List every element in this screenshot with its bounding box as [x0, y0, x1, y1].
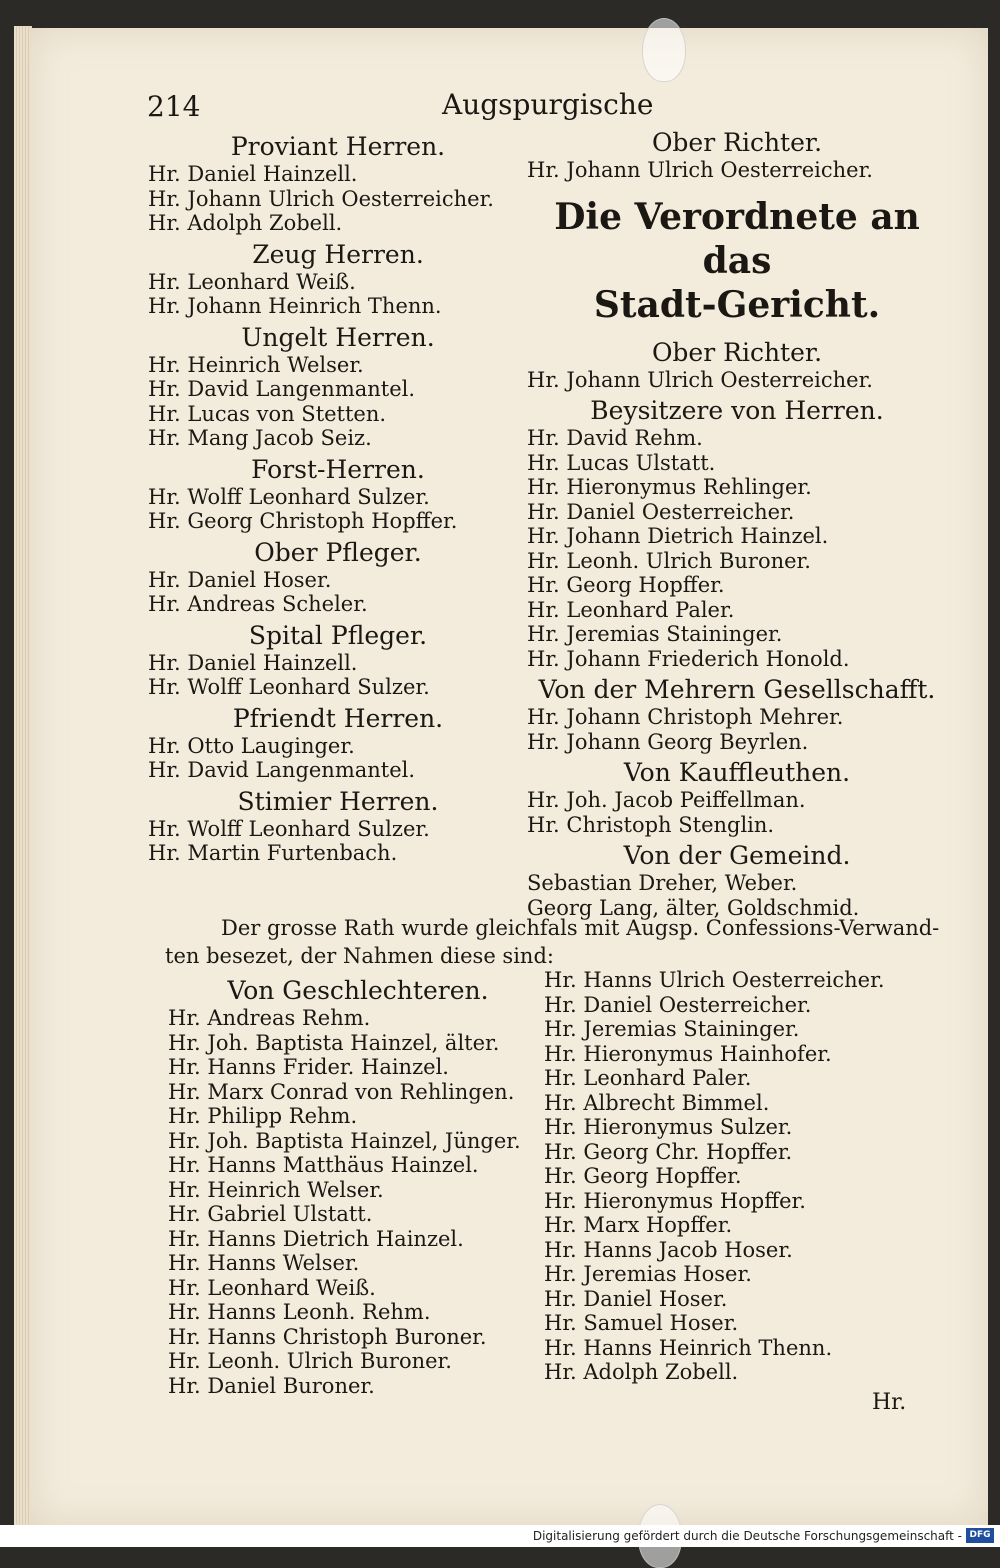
name-entry: Hr. David Langenmantel.: [148, 758, 416, 782]
section-heading: Von der Mehrern Gesellschafft.: [538, 675, 936, 704]
section-heading: Von Kauffleuthen.: [623, 758, 851, 787]
section-forst: [148, 454, 528, 534]
section-ober-pfleger: [148, 537, 528, 617]
page-header: [30, 88, 988, 128]
name-entry: Hr. Daniel Hainzell.: [148, 162, 358, 186]
name-entry: Hr. Hieronymus Rehlinger.: [527, 475, 812, 499]
name-entry: Hr. Wolff Leonhard Sulzer.: [148, 675, 430, 699]
name-entry: Hr. Leonh. Ulrich Buroner.: [527, 548, 811, 573]
section-heading: Ober Richter.: [651, 128, 823, 157]
section-heading: Pfriendt Herren.: [232, 703, 444, 733]
section-mehrern-gesellschafft: [527, 674, 947, 754]
funding-footer: [0, 1525, 1000, 1547]
name-entry: Hr. Jeremias Staininger.: [544, 1017, 800, 1041]
name-entry: Hr. Leonh. Ulrich Buroner.: [168, 1349, 452, 1373]
name-entry: Hr. Andreas Rehm.: [168, 1006, 371, 1030]
name-entry: Hr. Hanns Dietrich Hainzel.: [168, 1226, 464, 1251]
name-entry: Hr. Leonhard Weiß.: [148, 269, 356, 294]
name-entry: Hr. Hanns Leonh. Rehm.: [168, 1300, 431, 1324]
name-entry: Sebastian Dreher, Weber.: [527, 871, 798, 895]
name-entry: Hr. Andreas Scheler.: [148, 592, 368, 616]
name-entry: Hr. Adolph Zobell.: [544, 1360, 739, 1384]
section-zeug: [148, 239, 528, 319]
section-heading: Zeug Herren.: [252, 239, 424, 269]
name-entry: Hr. David Rehm.: [527, 426, 703, 450]
paragraph-line: Der grosse Rath wurde gleichfals mit Augsp. Confessions-Verwand-: [221, 916, 940, 940]
name-entry: Hr. Wolff Leonhard Sulzer.: [148, 484, 430, 509]
name-entry: Hr. Hanns Ulrich Oesterreicher.: [544, 968, 885, 992]
section-heading: Forst-Herren.: [251, 454, 425, 484]
section-heading: Stimier Herren.: [237, 786, 439, 816]
page-clip-top: [642, 18, 686, 82]
name-entry: Hr. Johann Dietrich Hainzel.: [527, 524, 829, 548]
name-entry: Hr. Daniel Hainzell.: [148, 650, 358, 675]
dfg-logo: DFG: [966, 1528, 994, 1543]
name-entry: Hr. Otto Lauginger.: [148, 733, 355, 758]
name-entry: Hr. Hieronymus Hopffer.: [544, 1188, 806, 1213]
section-heading: Spital Pfleger.: [248, 620, 428, 650]
name-entry: Hr. Lucas Ulstatt.: [527, 450, 716, 475]
name-entry: Hr. Mang Jacob Seiz.: [148, 426, 372, 450]
lower-left-column: [168, 972, 548, 1398]
name-entry: Hr. Leonhard Paler.: [527, 597, 735, 622]
name-entry: Hr. Hanns Jacob Hoser.: [544, 1237, 793, 1262]
chapter-title: [527, 195, 947, 327]
name-entry: Hr. Johann Christoph Mehrer.: [527, 705, 844, 729]
name-entry: Hr. Marx Hopffer.: [544, 1213, 733, 1237]
name-entry: Hr. Martin Furtenbach.: [148, 841, 398, 865]
name-entry: Hr. Georg Chr. Hopffer.: [544, 1139, 793, 1164]
section-ungelt: [148, 322, 528, 451]
book-page: [30, 28, 988, 1525]
name-entry: Hr. Daniel Hoser.: [544, 1286, 728, 1311]
name-entry: Hr. Hanns Matthäus Hainzel.: [168, 1153, 479, 1177]
name-entry: Hr. Lucas von Stetten.: [148, 401, 387, 426]
name-entry: Hr. Daniel Buroner.: [168, 1373, 375, 1398]
name-entry: Hr. Philipp Rehm.: [168, 1104, 358, 1128]
section-beysitzere: [527, 395, 947, 671]
name-entry: Hr. Daniel Hoser.: [148, 567, 332, 592]
name-entry: Hr. Wolff Leonhard Sulzer.: [148, 816, 430, 841]
name-entry: Hr. Marx Conrad von Rehlingen.: [168, 1079, 515, 1104]
name-entry: Hr. Hanns Heinrich Thenn.: [544, 1335, 833, 1360]
section-heading: Ungelt Herren.: [241, 322, 435, 352]
name-entry: Hr. Georg Hopffer.: [527, 573, 725, 597]
name-entry: Hr. Daniel Oesterreicher.: [527, 499, 795, 524]
section-heading: Ober Pfleger.: [254, 537, 422, 567]
lower-right-column: [544, 968, 944, 1385]
right-column: [527, 124, 947, 920]
section-pfriendt: [148, 703, 528, 783]
name-entry: Hr. Adolph Zobell.: [148, 211, 343, 235]
name-entry: Hr. Hieronymus Sulzer.: [544, 1115, 793, 1139]
section-heading: Von der Gemeind.: [623, 841, 851, 870]
council-paragraph: [165, 914, 940, 970]
name-entry: Hr. Daniel Oesterreicher.: [544, 992, 812, 1017]
name-entry: Hr. Johann Ulrich Oesterreicher.: [527, 158, 873, 182]
section-ober-richter-top: [527, 127, 947, 183]
name-entry: Hr. Jeremias Hoser.: [544, 1262, 752, 1286]
section-spital-pfleger: [148, 620, 528, 700]
name-entry: Hr. Leonhard Weiß.: [168, 1275, 376, 1300]
section-stimier: [148, 786, 528, 866]
name-entry: Hr. Johann Ulrich Oesterreicher.: [148, 186, 494, 211]
name-entry: Hr. Christoph Stenglin.: [527, 812, 775, 837]
name-entry: Hr. Jeremias Staininger.: [527, 622, 783, 646]
running-title: Augspurgische: [442, 88, 654, 121]
section-kauffleuthen: [527, 757, 947, 837]
name-entry: Hr. Leonhard Paler.: [544, 1066, 752, 1090]
name-entry: Hr. Heinrich Welser.: [168, 1177, 384, 1202]
name-entry: Hr. David Langenmantel.: [148, 377, 416, 401]
name-entry: Hr. Johann Ulrich Oesterreicher.: [527, 367, 873, 392]
name-entry: Georg Lang, älter, Goldschmid.: [527, 895, 860, 920]
name-entry: Hr. Hanns Christoph Buroner.: [168, 1324, 487, 1349]
section-heading: Ober Richter.: [651, 337, 823, 367]
left-column: [148, 128, 528, 866]
section-heading: Beysitzere von Herren.: [590, 396, 884, 425]
catchword: Hr.: [872, 1390, 907, 1415]
chapter-title-line: Stadt-Gericht.: [593, 283, 881, 326]
section-gemeind: [527, 840, 947, 920]
name-entry: Hr. Heinrich Welser.: [148, 352, 364, 377]
name-entry: Hr. Hanns Frider. Hainzel.: [168, 1055, 449, 1079]
funding-note: Digitalisierung gefördert durch die Deutsche Forschungsgemeinschaft -: [532, 1529, 962, 1543]
name-entry: Hr. Joh. Baptista Hainzel, Jünger.: [168, 1128, 521, 1153]
paragraph-line: ten besezet, der Nahmen diese sind:: [165, 944, 554, 968]
page-number: 214: [147, 90, 201, 123]
name-entry: Hr. Joh. Baptista Hainzel, älter.: [168, 1030, 500, 1055]
name-entry: Hr. Hanns Welser.: [168, 1251, 360, 1275]
name-entry: Hr. Johann Georg Beyrlen.: [527, 729, 809, 754]
name-entry: Hr. Johann Friederich Honold.: [527, 646, 850, 671]
name-entry: Hr. Gabriel Ulstatt.: [168, 1202, 373, 1226]
section-heading: Von Geschlechteren.: [227, 976, 489, 1005]
section-heading: Proviant Herren.: [230, 132, 446, 161]
name-entry: Hr. Hieronymus Hainhofer.: [544, 1041, 832, 1066]
section-ober-richter: [527, 337, 947, 393]
name-entry: Hr. Samuel Hoser.: [544, 1311, 739, 1335]
name-entry: Hr. Johann Heinrich Thenn.: [148, 294, 442, 318]
name-entry: Hr. Georg Hopffer.: [544, 1164, 742, 1188]
name-entry: Hr. Joh. Jacob Peiffellman.: [527, 788, 806, 812]
section-proviant: [148, 131, 528, 236]
name-entry: Hr. Albrecht Bimmel.: [544, 1090, 770, 1115]
name-entry: Hr. Georg Christoph Hopffer.: [148, 509, 458, 533]
chapter-title-line: Die Verordnete an das: [554, 195, 920, 282]
